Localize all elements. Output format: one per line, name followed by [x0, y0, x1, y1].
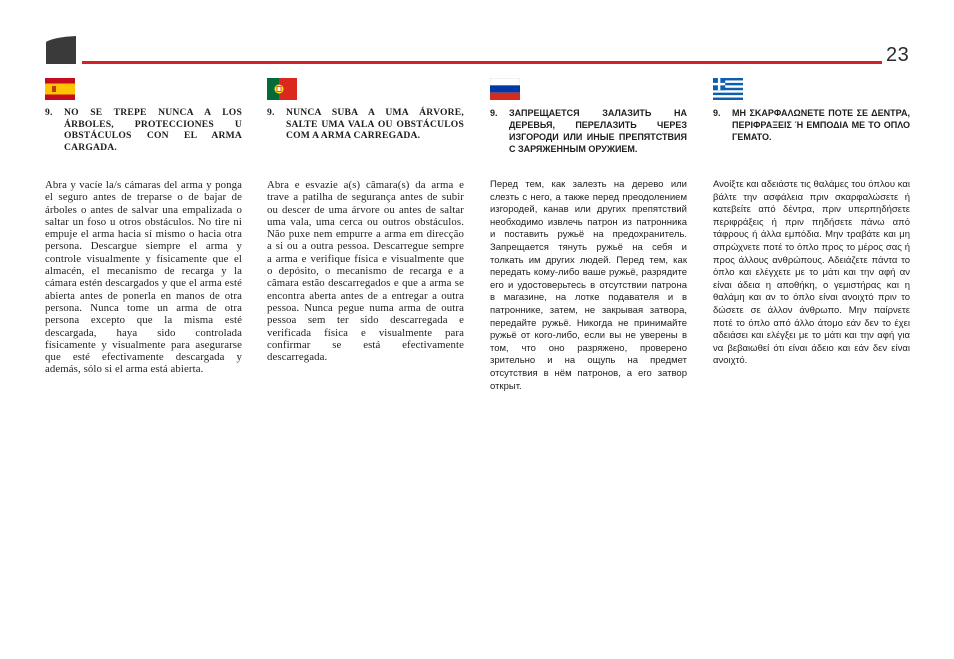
heading-number: 9.	[490, 108, 498, 118]
warning-heading	[713, 107, 910, 143]
russia-flag-icon	[490, 78, 520, 100]
portugal-flag-icon	[267, 78, 297, 100]
brand-logo-icon	[46, 36, 76, 64]
greece-flag-icon	[713, 78, 743, 100]
warning-heading	[45, 107, 242, 153]
heading-text: ΜΗ ΣΚΑΡΦΑΛΩΝΕΤΕ ΠΟΤΕ ΣΕ ΔΕΝΤΡΑ, ΠΕΡΙΦΡΑΞΕΙΣ Ή ΕΜΠΟΔΙΑ ΜΕ ΤΟ ΟΠΛΟ ΓΕΜΑΤΟ.	[732, 108, 910, 142]
column-ru	[490, 107, 687, 392]
heading-text: NUNCA SUBA A UMA ÁRVORE, SALTE UMA VALA OU OBSTÁCULOS COM A ARMA CARREGADA.	[286, 107, 464, 142]
header-rule	[82, 61, 882, 64]
heading-text: ЗАПРЕЩАЕТСЯ ЗАЛАЗИТЬ НА ДЕРЕВЬЯ, ПЕРЕЛАЗИТЬ ЧЕРЕЗ ИЗГОРОДИ ИЛИ ИНЫЕ ПРЕПЯТСТВИЯ С ЗАРЯЖЕННЫМ ОРУЖИЕМ.	[509, 108, 687, 154]
column-el	[713, 107, 910, 367]
heading-number: 9.	[713, 108, 721, 118]
page-number: 23	[886, 44, 910, 66]
heading-number: 9.	[45, 107, 53, 118]
warning-heading	[267, 107, 464, 142]
heading-text: NO SE TREPE NUNCA A LOS ÁRBOLES, PROTECCIONES U OBSTÁCULOS CON EL ARMA CARGADA.	[64, 107, 242, 153]
body-text: Перед тем, как залезть на дерево или слезть с него, а также перед преодолением изгородей, канав или других препятствий необходимо извлечь патрон из патронника и поставить ружьё на предохранитель. Запрещается тянуть ружьё на себя и толкать им других людей. Перед тем, как передать кому-либо ваше ружьё, разрядите его и удостоверьтесь в отсутствии патрона в магазине, на лотке подавателя и в патроннике, затем, не закрывая затвора, передайте ружьё. Никогда не принимайте ружьё от кого-либо, если вы не уверены в том, что оно разряжено, проверено зрительно и на ощупь на предмет отсутствия в нём патронов, а его затвор открыт.	[490, 179, 687, 392]
body-text: Abra y vacíe la/s cámaras del arma y ponga el seguro antes de treparse o de bajar de árboles o antes de salvar una empalizada o saltar un foso u otros obstáculos. No tire ni empuje el arma hacia sí mismo o hacia otra persona. Descargue siempre el arma y controle visualmente y físicamente que el almacén, el mecanismo de recarga y la cámara estén descargados y que el arma esté abierta antes de ponerla en manos de otra persona. Nunca tome un arma de otra persona excepto que la misma esté descargada, haya sido controlada físicamente y visualmente para asegurarse que esté efectivamente descargada y además, sólo si el arma está abierta.	[45, 179, 242, 376]
column-es	[45, 107, 242, 376]
body-text: Ανοίξτε και αδειάστε τις θαλάμες του όπλου και βάλτε την ασφάλεια πριν σκαρφαλώσετε ή κατεβείτε από δέντρα, πριν υπερπηδήσετε περιφράξεις ή πριν πηδήσετε πάνω από τάφρους ή άλλα εμπόδια. Μην τραβάτε και μη σπρώχνετε ποτέ το όπλο προς το μέρος σας ή προς άλλους ανθρώπους. Αδειάζετε πάντα το όπλο και ελέγχετε με το μάτι και την αφή αν είναι άδεια η αποθήκη, ο γεμιστήρας και η θαλάμη και αν το όπλο είναι ανοιχτό πριν το δώσετε σε άλλον άνθρωπο. Μην παίρνετε ποτέ το όπλο από άλλο άτομο εάν δεν το έχει αδειάσει και ελέγξει με το μάτι και την αφή για να βεβαιωθεί ότι είναι άδειο και εάν δεν είναι ανοιχτό.	[713, 179, 910, 367]
heading-number: 9.	[267, 107, 275, 118]
body-text: Abra e esvazie a(s) câmara(s) da arma e trave a patilha de segurança antes de subir ou descer de uma árvore ou antes de saltar uma vala, uma cerca ou outros obstáculos. Não puxe nem empurre a arma em direcção a si ou a outra pessoa. Descarregue sempre a arma e verifique física e visualmente que o depósito, o mecanismo de recarga e a câmara estão descarregados e que a arma se encontra aberta antes de a entregar a outra pessoa. Nunca pegue numa arma de outra pessoa sem ter sido descarregada e verificada física e visualmente para confirmar se está efectivamente descarregada.	[267, 179, 464, 364]
spain-flag-icon	[45, 78, 75, 100]
warning-heading	[490, 107, 687, 155]
column-pt	[267, 107, 464, 364]
